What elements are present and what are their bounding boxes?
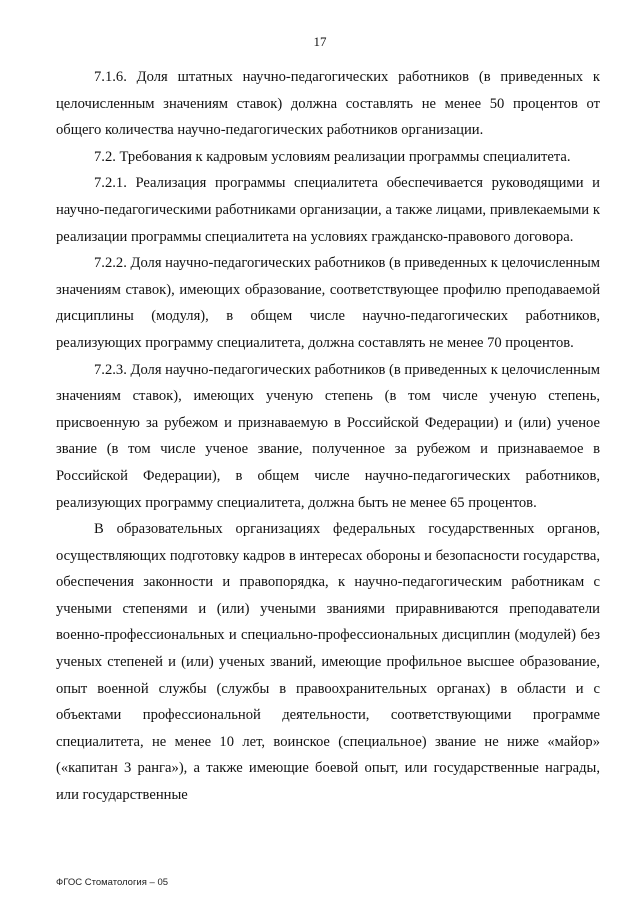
footer-label: ФГОС Стоматология – 05	[56, 877, 169, 888]
paragraph-federal-organs: В образовательных организациях федеральных государственных органов, осуществляющих подготовку кадров в интересах обороны и безопасности государства, обеспечения законности и правопорядка, к научно-педагогическим работникам с учеными степенями и (или) учеными званиями приравниваются преподаватели военно-профессиональных и специально-профессиональных дисциплин (модулей) без ученых степеней и (или) ученых званий, имеющие профильное высшее образование, опыт военной службы (службы в правоохранительных органах) в области и с объектами профессиональной деятельности, соответствующими программе специалитета, не менее 10 лет, воинское (специальное) звание не ниже «майор» («капитан 3 ранга»), а также имеющие боевой опыт, или государственные награды, или государственные	[56, 521, 600, 804]
paragraph-7-2: 7.2. Требования к кадровым условиям реализации программы специалитета.	[94, 148, 571, 165]
page-number: 17	[313, 34, 327, 49]
document-body	[56, 64, 600, 809]
paragraph-7-2-2: 7.2.2. Доля научно-педагогических работников (в приведенных к целочисленным значениям ставок), имеющих образование, соответствующее профилю преподаваемой дисциплины (модуля), в общем числе научно-педагогических работников, реализующих программу специалитета, должна составлять не менее 70 процентов.	[56, 255, 600, 351]
paragraph-7-2-3: 7.2.3. Доля научно-педагогических работников (в приведенных к целочисленным значениям ставок), имеющих ученую степень (в том числе ученую степень, присвоенную за рубежом и признаваемую в Российской Федерации) и (или) ученое звание (в том числе ученое звание, полученное за рубежом и признаваемое в Российской Федерации), в общем числе научно-педагогических работников, реализующих программу специалитета, должна быть не менее 65 процентов.	[56, 361, 600, 511]
paragraph-7-2-1: 7.2.1. Реализация программы специалитета обеспечивается руководящими и научно-педагогическими работниками организации, а также лицами, привлекаемыми к реализации программы специалитета на условиях гражданско-правового договора.	[56, 175, 600, 245]
paragraph-7-1-6: 7.1.6. Доля штатных научно-педагогических работников (в приведенных к целочисленным значениям ставок) должна составлять не менее 50 процентов от общего количества научно-педагогических работников организации.	[56, 69, 600, 139]
